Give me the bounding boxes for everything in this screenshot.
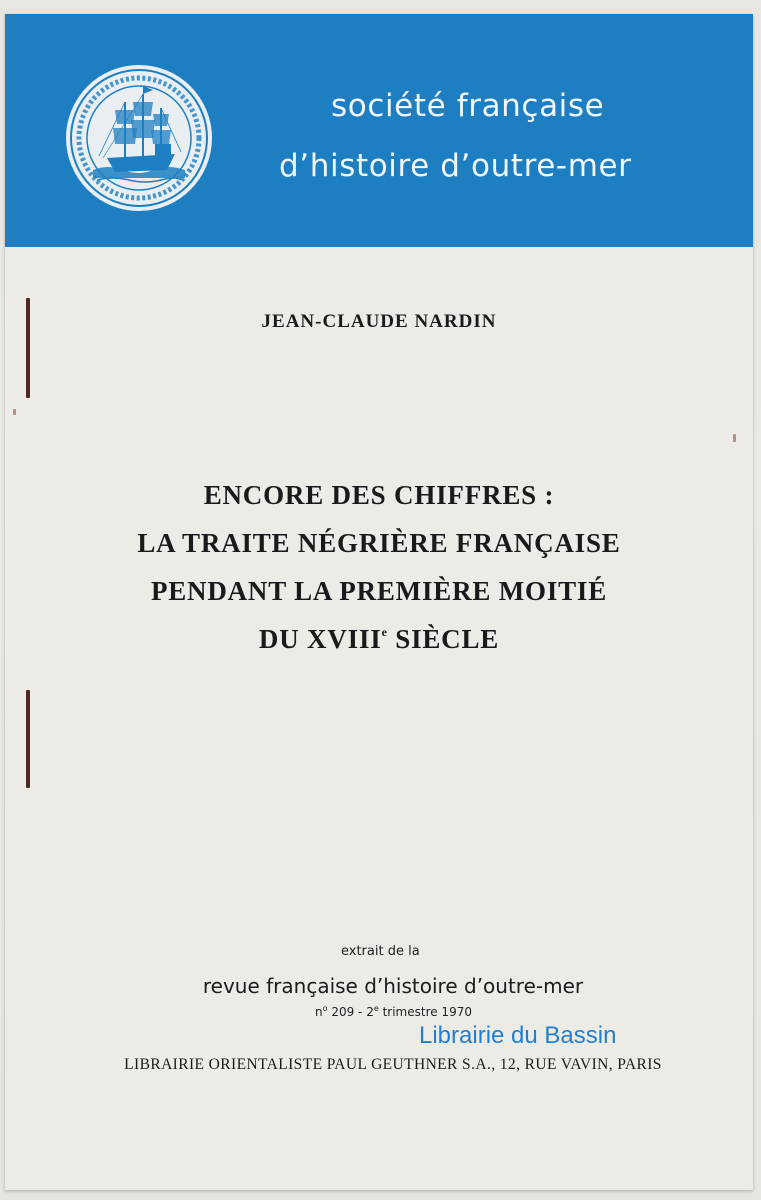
ship-seal-icon [63,62,215,214]
paper-mark [733,434,736,442]
issue-superscript: o [322,1004,328,1013]
author-name: JEAN-CLAUDE NARDIN [261,311,497,332]
issue-superscript-2: e [373,1004,379,1013]
extract-note: extrait de la [341,944,420,959]
issue-number [315,1004,472,1019]
title-line-3: PENDANT LA PREMIÈRE MOITIÉ [150,576,608,606]
issue-prefix: n [315,1005,323,1019]
society-name-line2: d’histoire d’outre-mer [279,148,632,184]
issue-mid: 209 - 2 [327,1005,374,1019]
title-line-1: ENCORE DES CHIFFRES : [203,480,555,510]
title-line-4 [5,624,753,655]
title-line-2: LA TRAITE NÉGRIÈRE FRANÇAISE [137,528,621,558]
title-line-4-prefix: DU XVIII [258,624,382,654]
booklet-cover [5,14,753,1190]
journal-name: revue française d’histoire d’outre-mer [202,974,584,998]
staple-bottom [26,690,30,788]
header-band [5,14,753,247]
publisher-line: LIBRAIRIE ORIENTALISTE PAUL GEUTHNER S.A., 12, RUE VAVIN, PARIS [124,1056,662,1073]
seller-watermark: Librairie du Bassin [419,1022,617,1049]
society-name-line1: société française [331,88,605,124]
paper-mark [13,409,16,415]
staple-top [26,298,30,398]
issue-suffix: trimestre 1970 [378,1005,472,1019]
title-line-4-superscript: e [381,625,388,639]
title-line-4-suffix: SIÈCLE [387,624,500,654]
